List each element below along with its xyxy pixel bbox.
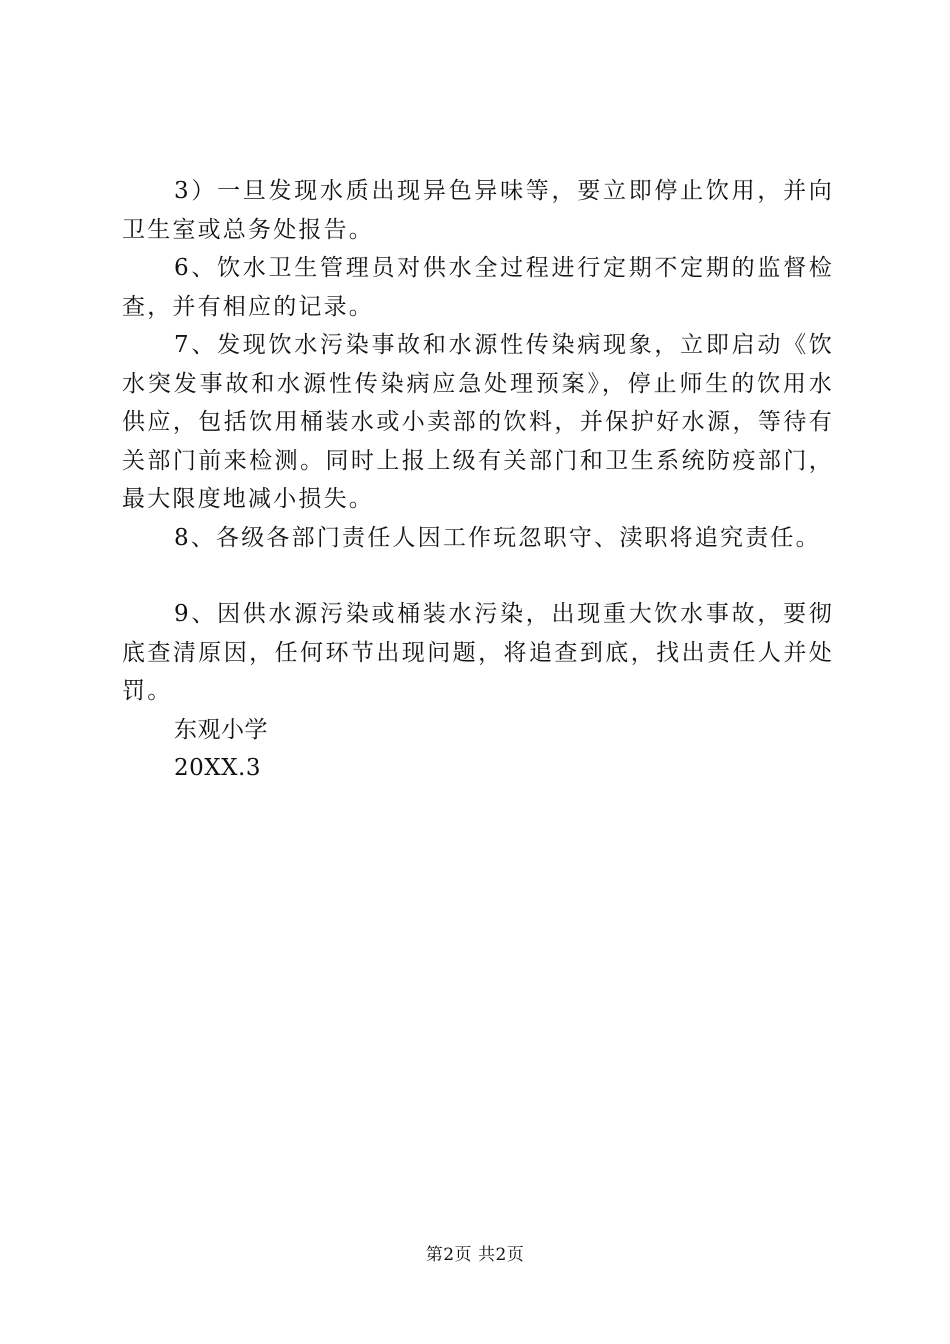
paragraph-item-3: 3）一旦发现水质出现异色异味等，要立即停止饮用，并向卫生室或总务处报告。 [122, 178, 834, 243]
signature-organization: 东观小学 [174, 716, 268, 743]
paragraph-item-6: 6、饮水卫生管理员对供水全过程进行定期不定期的监督检查，并有相应的记录。 [122, 255, 834, 320]
page-number-footer: 第2页 共2页 [425, 1245, 525, 1265]
paragraph-item-8: 8、各级各部门责任人因工作玩忽职守、渎职将追究责任。 [174, 524, 821, 551]
signature-date: 20XX.3 [174, 755, 261, 781]
document-body [122, 172, 834, 788]
paragraph-item-9: 9、因供水源污染或桶装水污染，出现重大饮水事故，要彻底查清原因，任何环节出现问题，将追查到底，找出责任人并处罚。 [122, 601, 834, 704]
paragraph-item-7: 7、发现饮水污染事故和水源性传染病现象，立即启动《饮水突发事故和水源性传染病应急处理预案》，停止师生的饮用水供应，包括饮用桶装水或小卖部的饮料，并保护好水源，等待有关部门前来检测。同时上报上级有关部门和卫生系统防疫部门，最大限度地减小损失。 [122, 332, 834, 512]
